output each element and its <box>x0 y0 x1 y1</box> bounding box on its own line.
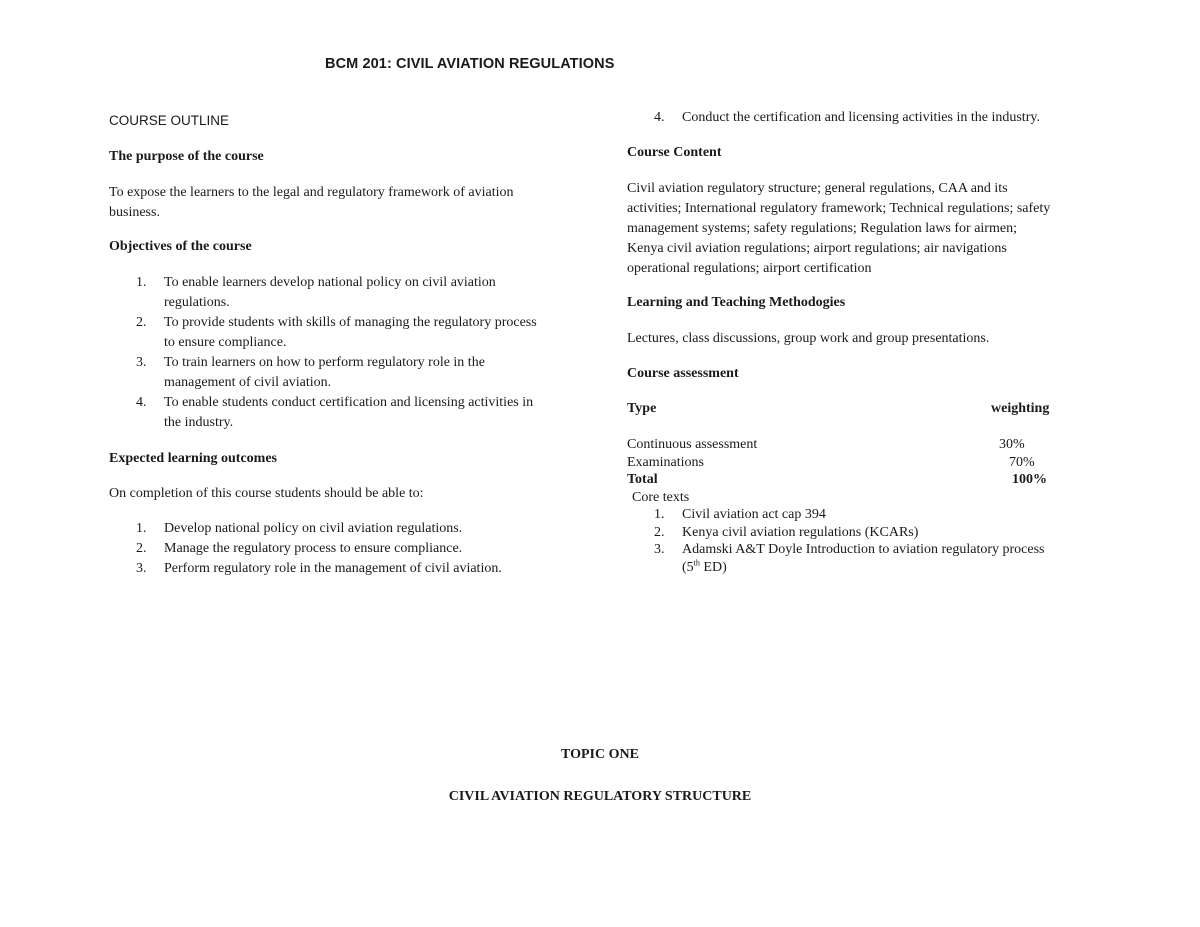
course-content-line: operational regulations; airport certification <box>627 261 872 276</box>
table-cell-weight: 70% <box>1009 454 1035 470</box>
table-cell-type: Examinations <box>627 454 704 470</box>
table-total-label: Total <box>627 472 658 487</box>
list-number: 4. <box>136 395 147 410</box>
page-title: BCM 201: CIVIL AVIATION REGULATIONS <box>325 56 615 72</box>
list-number: 3. <box>136 355 147 370</box>
list-item <box>109 353 589 393</box>
course-content-line: management systems; safety regulations; Regulation laws for airmen; <box>627 221 1017 236</box>
edition-superscript: th <box>693 557 700 567</box>
list-item-text <box>682 559 1097 577</box>
list-item <box>627 541 1097 576</box>
list-item <box>109 519 589 539</box>
list-number: 2. <box>654 524 665 540</box>
outcome-4-number: 4. <box>654 110 665 125</box>
list-item-text: the industry. <box>164 415 234 430</box>
purpose-text <box>109 183 589 223</box>
table-row <box>627 454 1067 472</box>
methodologies-text: Lectures, class discussions, group work and group presentations. <box>627 331 990 346</box>
list-item <box>627 524 1097 542</box>
course-content-line: Civil aviation regulatory structure; general regulations, CAA and its <box>627 181 1008 196</box>
table-total-value: 100% <box>1012 472 1047 487</box>
list-item-text: To enable students conduct certification and licensing activities in <box>164 395 534 410</box>
table-cell-type: Continuous assessment <box>627 437 758 452</box>
list-item-text: Kenya civil aviation regulations (KCARs) <box>682 524 919 540</box>
list-item-text: Adamski A&T Doyle Introduction to aviation regulatory process <box>682 542 1045 557</box>
list-item-text: to ensure compliance. <box>164 335 287 350</box>
course-content-line: activities; International regulatory framework; Technical regulations; safety <box>627 201 1051 216</box>
list-item-text: Manage the regulatory process to ensure compliance. <box>164 541 463 556</box>
list-number: 2. <box>136 541 147 556</box>
list-item <box>109 273 589 313</box>
course-content-text <box>627 179 1107 279</box>
list-item-text: management of civil aviation. <box>164 375 332 390</box>
table-cell-weight: 30% <box>999 437 1025 452</box>
list-item-text: To train learners on how to perform regulatory role in the <box>164 355 485 370</box>
objectives-heading: Objectives of the course <box>109 239 252 254</box>
table-header-type: Type <box>627 401 657 416</box>
edition-open: (5 <box>682 559 694 575</box>
list-item-text: Civil aviation act cap 394 <box>682 507 826 522</box>
list-number: 1. <box>136 275 147 290</box>
purpose-heading: The purpose of the course <box>109 149 264 164</box>
outcomes-list <box>109 519 589 579</box>
list-item-text: Perform regulatory role in the management of civil aviation. <box>164 561 502 576</box>
table-row-total <box>627 471 1067 489</box>
outcome-4-text: Conduct the certification and licensing activities in the industry. <box>682 110 1040 125</box>
outcomes-heading: Expected learning outcomes <box>109 451 277 466</box>
list-item <box>627 506 1097 524</box>
list-item <box>109 559 589 579</box>
methodologies-heading: Learning and Teaching Methodogies <box>627 295 846 310</box>
list-item-text: To enable learners develop national policy on civil aviation <box>164 275 496 290</box>
purpose-text-line: To expose the learners to the legal and regulatory framework of aviation <box>109 185 514 200</box>
topic-label: TOPIC ONE <box>561 747 639 762</box>
edition-close: ED) <box>699 559 727 575</box>
list-number: 1. <box>136 521 147 536</box>
list-number: 3. <box>136 561 147 576</box>
purpose-text-line: business. <box>109 205 160 220</box>
list-item-text: To provide students with skills of managing the regulatory process <box>164 315 537 330</box>
assessment-heading: Course assessment <box>627 366 739 381</box>
list-number: 1. <box>654 507 665 522</box>
outcomes-intro: On completion of this course students should be able to: <box>109 486 424 501</box>
list-item <box>109 539 589 559</box>
table-header-weighting: weighting <box>991 401 1050 416</box>
table-row <box>627 436 1067 454</box>
list-item-text: Develop national policy on civil aviation regulations. <box>164 521 463 536</box>
objectives-list <box>109 273 589 433</box>
topic-title: CIVIL AVIATION REGULATORY STRUCTURE <box>448 789 752 804</box>
core-texts-list <box>627 506 1097 576</box>
list-item <box>109 313 589 353</box>
core-texts-label: Core texts <box>632 489 690 505</box>
list-item-text: regulations. <box>164 295 230 310</box>
list-number: 2. <box>136 315 147 330</box>
course-content-line: Kenya civil aviation regulations; airport regulations; air navigations <box>627 241 1007 256</box>
list-number: 3. <box>654 542 665 557</box>
list-item <box>109 393 589 433</box>
course-content-heading: Course Content <box>627 145 722 160</box>
course-outline-label: COURSE OUTLINE <box>109 113 230 128</box>
